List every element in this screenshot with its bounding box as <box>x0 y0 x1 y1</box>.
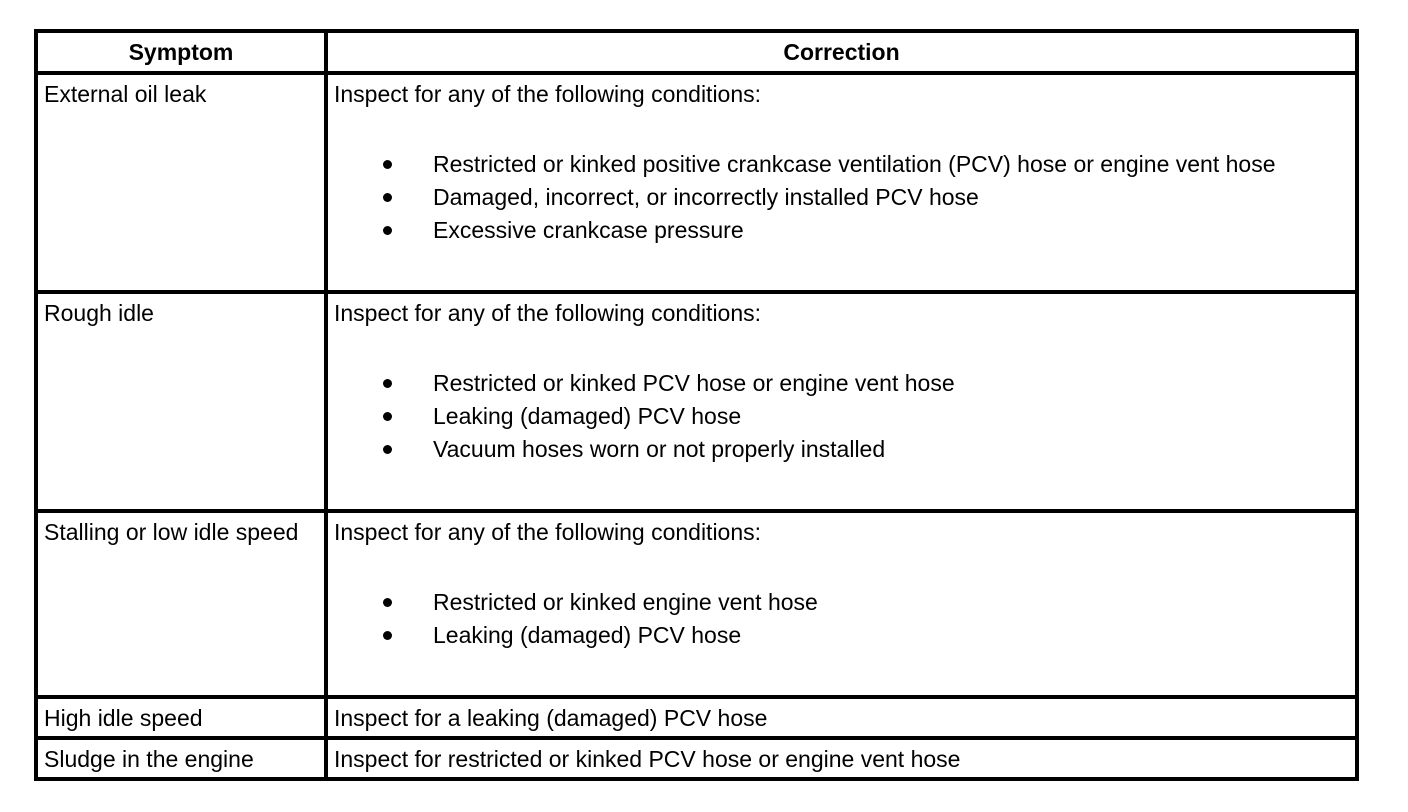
bullet-icon <box>383 445 392 454</box>
bullet-icon <box>383 631 392 640</box>
condition-text: Vacuum hoses worn or not properly installed <box>433 436 886 462</box>
condition-text: Excessive crankcase pressure <box>433 217 744 243</box>
bullet-icon <box>383 160 392 169</box>
condition-text: Restricted or kinked PCV hose or engine vent hose <box>433 370 955 396</box>
list-item <box>334 370 1355 403</box>
symptom-cell: External oil leak <box>36 73 326 292</box>
correction-intro: Inspect for any of the following conditions: <box>334 300 762 326</box>
table-row <box>36 292 1357 511</box>
symptom-cell: High idle speed <box>36 697 326 738</box>
condition-text: Restricted or kinked positive crankcase ventilation (PCV) hose or engine vent hose <box>433 151 1276 177</box>
correction-cell: Inspect for restricted or kinked PCV hose or engine vent hose <box>326 738 1357 779</box>
condition-list <box>334 370 1355 469</box>
symptom-cell: Sludge in the engine <box>36 738 326 779</box>
list-item <box>334 436 1355 469</box>
list-item <box>334 589 1355 622</box>
list-item <box>334 184 1355 217</box>
table-row <box>36 73 1357 292</box>
condition-text: Damaged, incorrect, or incorrectly installed PCV hose <box>433 184 979 210</box>
table-row <box>36 511 1357 697</box>
condition-list <box>334 151 1355 250</box>
symptom-cell: Rough idle <box>36 292 326 511</box>
header-correction: Correction <box>326 31 1357 73</box>
table-header-row <box>36 31 1357 73</box>
condition-text: Leaking (damaged) PCV hose <box>433 622 742 648</box>
list-item <box>334 151 1355 184</box>
header-symptom: Symptom <box>36 31 326 73</box>
list-item <box>334 217 1355 250</box>
list-item <box>334 403 1355 436</box>
table-row <box>36 697 1357 738</box>
symptom-cell: Stalling or low idle speed <box>36 511 326 697</box>
bullet-icon <box>383 598 392 607</box>
correction-intro: Inspect for any of the following conditions: <box>334 519 762 545</box>
bullet-icon <box>383 412 392 421</box>
table-row <box>36 738 1357 779</box>
bullet-icon <box>383 193 392 202</box>
condition-text: Leaking (damaged) PCV hose <box>433 403 742 429</box>
correction-cell: Inspect for a leaking (damaged) PCV hose <box>326 697 1357 738</box>
list-item <box>334 622 1355 655</box>
correction-cell <box>326 511 1357 697</box>
correction-cell <box>326 292 1357 511</box>
symptom-correction-table <box>34 29 1359 781</box>
correction-intro: Inspect for any of the following conditions: <box>334 81 762 107</box>
bullet-icon <box>383 226 392 235</box>
bullet-icon <box>383 379 392 388</box>
condition-text: Restricted or kinked engine vent hose <box>433 589 818 615</box>
condition-list <box>334 589 1355 655</box>
correction-cell <box>326 73 1357 292</box>
